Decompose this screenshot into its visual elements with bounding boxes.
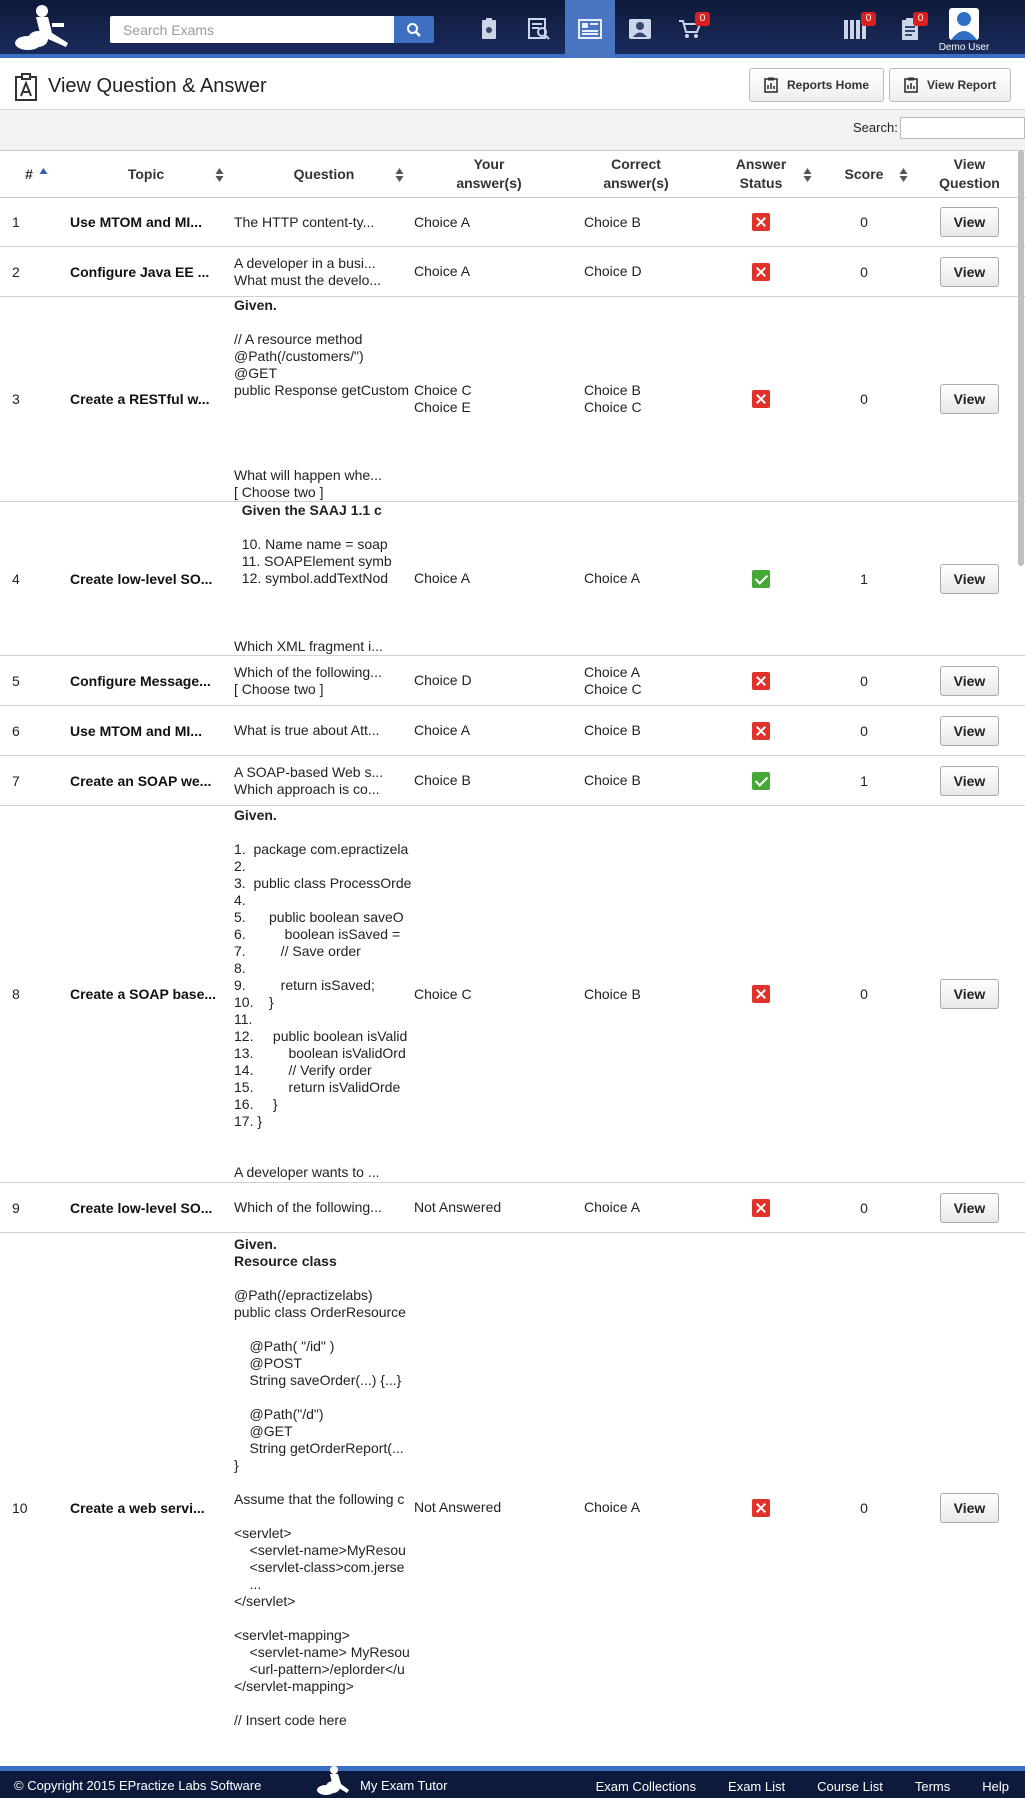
question-line: <servlet-mapping> bbox=[234, 1626, 350, 1643]
col-correct-label-1: Correct bbox=[611, 156, 661, 172]
view-question-button[interactable]: View bbox=[940, 766, 999, 796]
search-icon bbox=[406, 22, 422, 38]
row-correct-answer bbox=[564, 656, 708, 706]
question-line: <servlet> bbox=[234, 1524, 292, 1541]
question-line: @Path(/customers/") bbox=[234, 348, 364, 364]
footer-brand: My Exam Tutor bbox=[360, 1778, 448, 1793]
footer-link-course-list[interactable]: Course List bbox=[817, 1779, 883, 1794]
question-line: 17. } bbox=[234, 1113, 263, 1129]
sort-icon bbox=[899, 167, 908, 183]
row-topic: Create low-level SO... bbox=[58, 1183, 234, 1233]
view-question-button[interactable]: View bbox=[940, 716, 999, 746]
question-line: Given. bbox=[234, 807, 277, 823]
row-answer-status bbox=[708, 198, 814, 247]
question-line bbox=[234, 1389, 414, 1406]
cross-icon bbox=[752, 390, 770, 408]
row-topic: Create a web servi... bbox=[58, 1233, 234, 1783]
table-row bbox=[0, 756, 1025, 806]
correct-answer-value: Choice B bbox=[584, 772, 641, 788]
correct-answer-value: Choice B bbox=[584, 722, 641, 738]
row-answer-status bbox=[708, 1183, 814, 1233]
your-answer-value: Choice B bbox=[414, 772, 471, 788]
cross-icon bbox=[752, 672, 770, 690]
col-header-correct-answer bbox=[564, 151, 708, 198]
correct-answer-value: Choice B bbox=[584, 382, 641, 398]
row-topic: Create low-level SO... bbox=[58, 502, 234, 656]
footer-link-help[interactable]: Help bbox=[982, 1779, 1009, 1794]
row-number: 9 bbox=[0, 1183, 58, 1233]
row-your-answer bbox=[414, 706, 564, 756]
correct-answer-value: Choice A bbox=[584, 1499, 641, 1515]
row-score: 1 bbox=[814, 756, 914, 806]
col-question-label: Question bbox=[293, 165, 355, 182]
row-view-cell bbox=[914, 806, 1025, 1183]
question-line: 14. // Verify order bbox=[234, 1062, 372, 1078]
question-line bbox=[234, 1130, 414, 1147]
your-answer-value: Not Answered bbox=[414, 1499, 502, 1515]
question-line bbox=[234, 416, 414, 433]
row-answer-status bbox=[708, 806, 814, 1183]
view-question-button[interactable]: View bbox=[940, 257, 999, 287]
view-report-label: View Report bbox=[927, 78, 997, 92]
question-line: 10. } bbox=[234, 994, 274, 1010]
row-number: 2 bbox=[0, 247, 58, 297]
row-question bbox=[234, 706, 414, 756]
page-title: View Question & Answer bbox=[48, 75, 267, 97]
nav-cart-icon[interactable] bbox=[665, 0, 715, 58]
row-score: 0 bbox=[814, 1233, 914, 1783]
row-answer-status bbox=[708, 706, 814, 756]
row-correct-answer bbox=[564, 756, 708, 806]
report-icon bbox=[764, 77, 778, 93]
row-topic: Create a SOAP base... bbox=[58, 806, 234, 1183]
question-line: @Path("/d") bbox=[234, 1405, 324, 1422]
table-row bbox=[0, 1233, 1025, 1783]
question-line: @POST bbox=[234, 1354, 302, 1371]
question-line: 8. bbox=[234, 960, 246, 976]
row-question bbox=[234, 1233, 414, 1783]
question-line: [ Choose two ] bbox=[234, 680, 324, 697]
reports-home-label: Reports Home bbox=[787, 78, 870, 92]
question-line bbox=[234, 1610, 414, 1627]
avatar-icon bbox=[949, 8, 979, 40]
row-number: 7 bbox=[0, 756, 58, 806]
scrollbar-thumb[interactable] bbox=[1018, 150, 1024, 566]
col-header-score[interactable] bbox=[814, 151, 914, 198]
col-header-your-answer bbox=[414, 151, 564, 198]
your-answer-value: Choice A bbox=[414, 263, 471, 279]
footer-link-terms[interactable]: Terms bbox=[914, 1779, 951, 1794]
question-line: 4. bbox=[234, 892, 246, 908]
row-question bbox=[234, 297, 414, 502]
row-question bbox=[234, 502, 414, 656]
row-correct-answer bbox=[564, 502, 708, 656]
row-view-cell bbox=[914, 656, 1025, 706]
cross-icon bbox=[752, 263, 770, 281]
table-row bbox=[0, 247, 1025, 297]
row-your-answer bbox=[414, 502, 564, 656]
question-line bbox=[234, 314, 414, 331]
footer-link-exam-collections[interactable]: Exam Collections bbox=[595, 1779, 697, 1794]
question-line: Which XML fragment i... bbox=[234, 638, 383, 654]
row-correct-answer bbox=[564, 247, 708, 297]
table-row bbox=[0, 706, 1025, 756]
search-exams-input[interactable] bbox=[110, 16, 394, 43]
row-topic: Use MTOM and MI... bbox=[58, 198, 234, 247]
row-question bbox=[234, 247, 414, 297]
row-question bbox=[234, 1183, 414, 1233]
question-line: What must the develo... bbox=[234, 271, 382, 288]
sort-icon bbox=[215, 167, 224, 183]
correct-answer-value: Choice A bbox=[584, 570, 641, 586]
question-line: } bbox=[234, 1456, 239, 1473]
nav-library-icon[interactable] bbox=[830, 0, 880, 58]
cross-icon bbox=[752, 722, 770, 740]
col-header-num[interactable] bbox=[0, 151, 58, 198]
correct-answer-value: Choice C bbox=[584, 399, 642, 415]
row-answer-status bbox=[708, 1233, 814, 1783]
your-answer-value: Not Answered bbox=[414, 1199, 502, 1215]
check-icon bbox=[752, 772, 770, 790]
question-line: // Insert code here bbox=[234, 1711, 347, 1728]
question-line: 11. bbox=[234, 1011, 253, 1027]
question-line: A SOAP-based Web s... bbox=[234, 763, 384, 780]
check-icon bbox=[752, 570, 770, 588]
row-number: 6 bbox=[0, 706, 58, 756]
cross-icon bbox=[752, 1199, 770, 1217]
question-line bbox=[234, 621, 414, 638]
question-line bbox=[234, 824, 414, 841]
view-question-button[interactable]: View bbox=[940, 384, 999, 414]
question-line bbox=[234, 450, 414, 467]
question-line: String saveOrder(...) {...} bbox=[234, 1371, 402, 1388]
your-answer-value: Choice A bbox=[414, 213, 471, 230]
question-line: <servlet-class>com.jerse bbox=[234, 1558, 405, 1575]
row-view-cell bbox=[914, 1233, 1025, 1783]
question-line: 9. return isSaved; bbox=[234, 977, 375, 993]
question-line: Given the SAAJ 1.1 c bbox=[234, 502, 382, 518]
view-question-button[interactable]: View bbox=[940, 207, 999, 237]
question-line: 11. SOAPElement symb bbox=[234, 553, 392, 569]
col-topic-label: Topic bbox=[127, 165, 165, 182]
table-row bbox=[0, 806, 1025, 1183]
question-line: Resource class bbox=[234, 1252, 337, 1269]
row-view-cell bbox=[914, 756, 1025, 806]
row-correct-answer bbox=[564, 706, 708, 756]
question-line: What is true about Att... bbox=[234, 722, 380, 738]
correct-answer-value: Choice C bbox=[584, 680, 642, 697]
row-score: 1 bbox=[814, 502, 914, 656]
your-answer-value: Choice A bbox=[414, 570, 471, 586]
user-name: Demo User bbox=[938, 42, 990, 53]
row-view-cell bbox=[914, 502, 1025, 656]
row-number: 3 bbox=[0, 297, 58, 502]
results-table bbox=[0, 150, 1025, 1783]
row-view-cell bbox=[914, 198, 1025, 247]
correct-answer-value: Choice B bbox=[584, 985, 641, 1002]
cart-badge: 0 bbox=[695, 12, 710, 26]
footer-copyright: © Copyright 2015 EPractize Labs Software bbox=[14, 1778, 262, 1793]
row-score: 0 bbox=[814, 1183, 914, 1233]
col-header-question[interactable] bbox=[234, 151, 414, 198]
report-icon bbox=[904, 77, 918, 93]
question-line bbox=[234, 519, 414, 536]
question-line bbox=[234, 1270, 414, 1287]
footer-logo-icon bbox=[316, 1765, 350, 1795]
question-line: 15. return isValidOrde bbox=[234, 1079, 401, 1095]
col-score-label: Score bbox=[844, 165, 884, 182]
row-topic: Use MTOM and MI... bbox=[58, 706, 234, 756]
top-navbar bbox=[0, 0, 1025, 58]
row-answer-status bbox=[708, 756, 814, 806]
question-line bbox=[234, 587, 414, 604]
question-line: 16. } bbox=[234, 1096, 278, 1112]
view-report-button[interactable] bbox=[889, 68, 1011, 102]
row-score: 0 bbox=[814, 198, 914, 247]
row-topic: Configure Message... bbox=[58, 656, 234, 706]
row-score: 0 bbox=[814, 806, 914, 1183]
question-line: Which approach is co... bbox=[234, 780, 380, 797]
row-your-answer bbox=[414, 656, 564, 706]
row-topic: Create a RESTful w... bbox=[58, 297, 234, 502]
question-line: </servlet-mapping> bbox=[234, 1677, 354, 1694]
question-line: Assume that the following c bbox=[234, 1490, 405, 1507]
row-your-answer bbox=[414, 1183, 564, 1233]
library-badge: 0 bbox=[861, 12, 876, 26]
clipboard-badge: 0 bbox=[913, 12, 928, 26]
col-view-label-1: View bbox=[953, 156, 986, 172]
footer bbox=[0, 1766, 1025, 1798]
view-question-button[interactable]: View bbox=[940, 1193, 999, 1223]
row-question bbox=[234, 806, 414, 1183]
row-topic: Create an SOAP we... bbox=[58, 756, 234, 806]
question-line: @GET bbox=[234, 1422, 293, 1439]
table-row bbox=[0, 198, 1025, 247]
page-header bbox=[0, 62, 1025, 110]
correct-answer-value: Choice A bbox=[584, 1199, 641, 1215]
question-line bbox=[234, 399, 414, 416]
nav-reports-icon[interactable] bbox=[565, 0, 615, 58]
row-question bbox=[234, 198, 414, 247]
question-line bbox=[234, 1746, 414, 1763]
question-line: 5. public boolean saveO bbox=[234, 909, 404, 925]
row-answer-status bbox=[708, 656, 814, 706]
row-view-cell bbox=[914, 297, 1025, 502]
your-answer-value: Choice A bbox=[414, 722, 471, 738]
row-correct-answer bbox=[564, 1183, 708, 1233]
row-view-cell bbox=[914, 247, 1025, 297]
question-line: @Path( "/id" ) bbox=[234, 1337, 335, 1354]
question-line: 12. public boolean isValid bbox=[234, 1028, 408, 1044]
correct-answer-value: Choice B bbox=[584, 213, 641, 230]
row-number: 5 bbox=[0, 656, 58, 706]
row-score: 0 bbox=[814, 247, 914, 297]
row-number: 10 bbox=[0, 1233, 58, 1783]
question-line bbox=[234, 1474, 414, 1491]
row-your-answer bbox=[414, 297, 564, 502]
table-search-input[interactable] bbox=[900, 117, 1025, 139]
question-answer-icon bbox=[14, 73, 38, 101]
row-your-answer bbox=[414, 1233, 564, 1783]
question-line bbox=[234, 1695, 414, 1712]
question-line bbox=[234, 1321, 414, 1338]
correct-answer-value: Choice A bbox=[584, 663, 641, 680]
your-answer-value: Choice E bbox=[414, 399, 471, 415]
question-line: public Response getCustom bbox=[234, 382, 410, 398]
question-line: What will happen whe... bbox=[234, 467, 382, 483]
row-correct-answer bbox=[564, 1233, 708, 1783]
col-status-label-1: Answer bbox=[735, 156, 787, 172]
reports-home-button[interactable] bbox=[749, 68, 884, 102]
question-line bbox=[234, 1147, 414, 1164]
table-row bbox=[0, 656, 1025, 706]
view-question-button[interactable]: View bbox=[940, 979, 999, 1009]
question-line: // A resource method bbox=[234, 331, 363, 347]
question-line: A developer in a busi... bbox=[234, 254, 376, 271]
view-question-button[interactable]: View bbox=[940, 564, 999, 594]
row-number: 4 bbox=[0, 502, 58, 656]
question-line bbox=[234, 604, 414, 621]
cross-icon bbox=[752, 213, 770, 231]
footer-links bbox=[596, 1779, 1009, 1794]
user-menu[interactable] bbox=[934, 8, 994, 53]
question-line: <servlet-name>MyResou bbox=[234, 1541, 406, 1558]
question-line: ... bbox=[234, 1575, 262, 1592]
question-line: 6. boolean isSaved = bbox=[234, 926, 401, 942]
row-score: 0 bbox=[814, 656, 914, 706]
your-answer-value: Choice D bbox=[414, 672, 472, 688]
row-number: 8 bbox=[0, 806, 58, 1183]
table-row bbox=[0, 502, 1025, 656]
question-line: 12. symbol.addTextNod bbox=[234, 570, 389, 586]
question-line: 7. // Save order bbox=[234, 943, 361, 959]
row-correct-answer bbox=[564, 806, 708, 1183]
row-correct-answer bbox=[564, 198, 708, 247]
row-your-answer bbox=[414, 247, 564, 297]
col-correct-label-2: answer(s) bbox=[603, 175, 669, 191]
nav-exam-icon[interactable] bbox=[464, 0, 514, 58]
sort-icon bbox=[395, 167, 404, 183]
logo-icon[interactable] bbox=[12, 3, 74, 51]
row-score: 0 bbox=[814, 297, 914, 502]
col-view-label-2: Question bbox=[939, 175, 1000, 191]
nav-profile-icon[interactable] bbox=[615, 0, 665, 58]
question-line: </servlet> bbox=[234, 1592, 296, 1609]
col-header-status[interactable] bbox=[708, 151, 814, 198]
view-question-button[interactable]: View bbox=[940, 1493, 999, 1523]
question-line: 1. package com.epractizela bbox=[234, 841, 409, 857]
question-line: @GET bbox=[234, 365, 277, 381]
your-answer-value: Choice C bbox=[414, 985, 472, 1002]
question-line bbox=[234, 433, 414, 450]
row-question bbox=[234, 756, 414, 806]
row-correct-answer bbox=[564, 297, 708, 502]
col-header-view bbox=[914, 151, 1025, 198]
question-line: Given. bbox=[234, 1235, 277, 1252]
question-line: 13. boolean isValidOrd bbox=[234, 1045, 406, 1061]
table-row bbox=[0, 1183, 1025, 1233]
view-question-button[interactable]: View bbox=[940, 666, 999, 696]
footer-link-exam-list[interactable]: Exam List bbox=[728, 1779, 786, 1794]
row-answer-status bbox=[708, 502, 814, 656]
search-button[interactable] bbox=[394, 16, 434, 43]
question-line: Which of the following... bbox=[234, 663, 382, 680]
sort-asc-icon bbox=[39, 167, 48, 183]
question-line: @Path(/epractizelabs) bbox=[234, 1286, 373, 1303]
row-question bbox=[234, 656, 414, 706]
row-your-answer bbox=[414, 756, 564, 806]
col-your-label-2: answer(s) bbox=[456, 175, 522, 191]
sort-icon bbox=[803, 167, 812, 183]
correct-answer-value: Choice D bbox=[584, 263, 642, 279]
col-your-label-1: Your bbox=[473, 156, 505, 172]
row-view-cell bbox=[914, 706, 1025, 756]
table-header-row bbox=[0, 151, 1025, 198]
row-score: 0 bbox=[814, 706, 914, 756]
row-your-answer bbox=[414, 198, 564, 247]
question-line: <url-pattern>/eplorder</u bbox=[234, 1660, 405, 1677]
nav-clipboard-icon[interactable] bbox=[885, 0, 935, 58]
question-line: public class OrderResource bbox=[234, 1303, 406, 1320]
row-number: 1 bbox=[0, 198, 58, 247]
col-num-label: # bbox=[25, 165, 33, 182]
question-line: Which of the following... bbox=[234, 1199, 382, 1215]
question-line bbox=[234, 1729, 414, 1746]
col-header-topic[interactable] bbox=[58, 151, 234, 198]
cross-icon bbox=[752, 985, 770, 1003]
question-line: String getOrderReport(... bbox=[234, 1439, 404, 1456]
row-answer-status bbox=[708, 247, 814, 297]
row-answer-status bbox=[708, 297, 814, 502]
table-search-label: Search: bbox=[853, 120, 898, 135]
row-your-answer bbox=[414, 806, 564, 1183]
question-line: 3. public class ProcessOrde bbox=[234, 875, 412, 891]
row-topic: Configure Java EE ... bbox=[58, 247, 234, 297]
row-view-cell bbox=[914, 1183, 1025, 1233]
question-line: The HTTP content-ty... bbox=[234, 213, 375, 230]
question-line bbox=[234, 1508, 414, 1525]
table-row bbox=[0, 297, 1025, 502]
nav-search-list-icon[interactable] bbox=[514, 0, 564, 58]
col-status-label-2: Status bbox=[739, 175, 783, 191]
question-line: A developer wants to ... bbox=[234, 1164, 380, 1180]
question-line: 2. bbox=[234, 858, 246, 874]
your-answer-value: Choice C bbox=[414, 382, 472, 398]
cross-icon bbox=[752, 1499, 770, 1517]
question-line: <servlet-name> MyResou bbox=[234, 1643, 410, 1660]
question-line: Given. bbox=[234, 297, 277, 313]
question-line: [ Choose two ] bbox=[234, 484, 324, 500]
question-line: 10. Name name = soap bbox=[234, 536, 388, 552]
